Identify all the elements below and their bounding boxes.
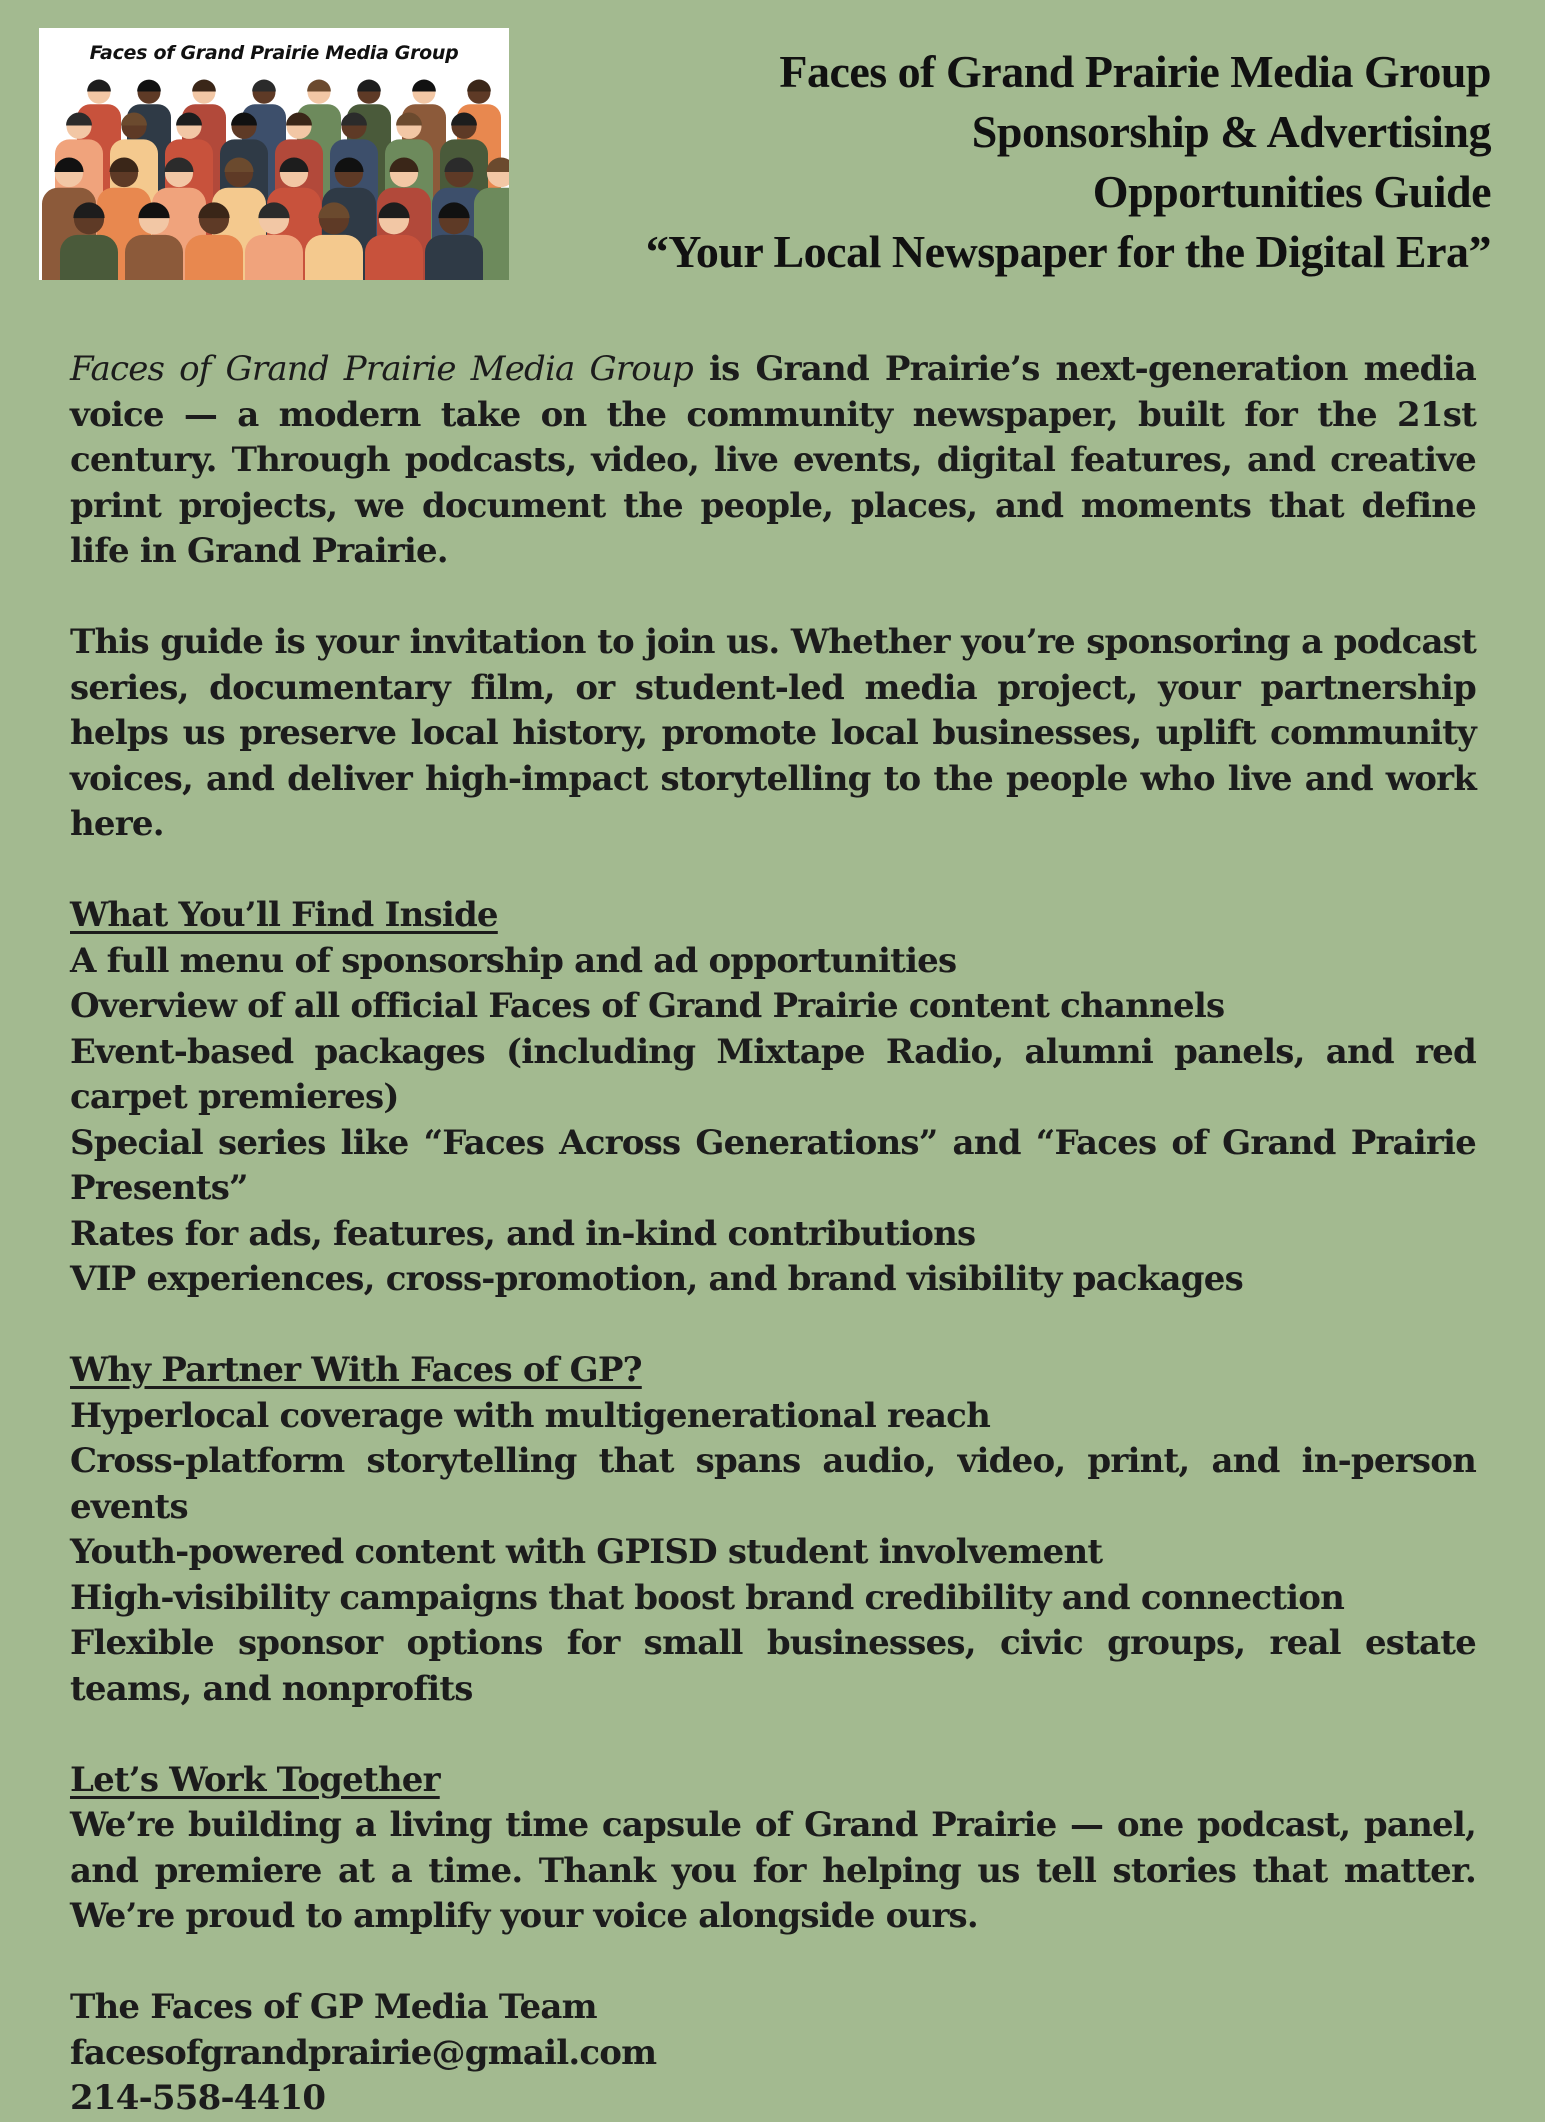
list-item: Event-based packages (including Mixtape Radio, alumni panels, and red carpet premieres) xyxy=(70,1031,1476,1117)
contact-phone[interactable]: 214-558-4410 xyxy=(70,2078,326,2118)
invitation-paragraph: This guide is your invitation to join us. Whether you’re sponsoring a podcast series, documentary film, or student-led media project, your partnership helps us preserve local history, promote local businesses, uplift community voices, and deliver high-impact storytelling to the people who live and work here. xyxy=(70,622,1476,844)
inside-heading: What You’ll Find Inside xyxy=(70,895,498,935)
intro-text: is Grand Prairie’s next-generation media voice — a modern take on the community newspaper, built for the 21st century. Through podcasts, video, live events, digital features, and creative print projects, we document the people, places, and moments that define life in Grand Prairie. xyxy=(70,349,1476,571)
why-heading: Why Partner With Faces of GP? xyxy=(70,1350,642,1390)
together-heading: Let’s Work Together xyxy=(70,1759,440,1800)
list-item: A full menu of sponsorship and ad opportunities xyxy=(70,940,957,981)
list-item: Youth-powered content with GPISD student involvement xyxy=(70,1532,1103,1572)
list-item: Cross-platform storytelling that spans audio, video, print, and in-person events xyxy=(70,1441,1476,1527)
list-item: Overview of all official Faces of Grand Prairie content channels xyxy=(70,986,1225,1026)
why-section xyxy=(70,1348,1476,1712)
intro-paragraph xyxy=(70,347,1476,575)
inside-section xyxy=(70,893,1476,1303)
list-item: High-visibility campaigns that boost brand credibility and connection xyxy=(70,1577,1345,1618)
signoff xyxy=(70,1985,1476,2122)
together-text: We’re building a living time capsule of Grand Prairie — one podcast, panel, and premiere at a time. Thank you for helping us tell stories that matter. We’re proud to amplify your voice alongside ours. xyxy=(70,1805,1476,1936)
list-item: VIP experiences, cross-promotion, and brand visibility packages xyxy=(70,1259,1243,1299)
document-body xyxy=(70,347,1476,2122)
contact-email[interactable]: facesofgrandprairie@gmail.com xyxy=(70,2032,657,2073)
header-tagline: “Your Local Newspaper for the Digital Era” xyxy=(645,226,1491,277)
list-item: Flexible sponsor options for small businesses, civic groups, real estate teams, and nonprofits xyxy=(70,1623,1476,1709)
list-item: Special series like “Faces Across Generations” and “Faces of Grand Prairie Presents” xyxy=(70,1122,1476,1208)
document-header xyxy=(646,42,1491,282)
crowd-illustration xyxy=(39,28,509,280)
header-title: Faces of Grand Prairie Media Group xyxy=(779,46,1491,97)
together-section xyxy=(70,1758,1476,1940)
list-item: Hyperlocal coverage with multigenerational reach xyxy=(70,1395,991,1436)
logo xyxy=(39,28,509,280)
list-item: Rates for ads, features, and in-kind contributions xyxy=(70,1213,976,1254)
intro-org-name: Faces of Grand Prairie Media Group xyxy=(70,349,694,389)
team-name: The Faces of GP Media Team xyxy=(70,1987,597,2027)
logo-caption: Faces of Grand Prairie Media Group xyxy=(89,42,459,64)
header-subtitle-2: Opportunities Guide xyxy=(1092,166,1491,217)
header-subtitle-1: Sponsorship & Advertising xyxy=(971,106,1491,157)
